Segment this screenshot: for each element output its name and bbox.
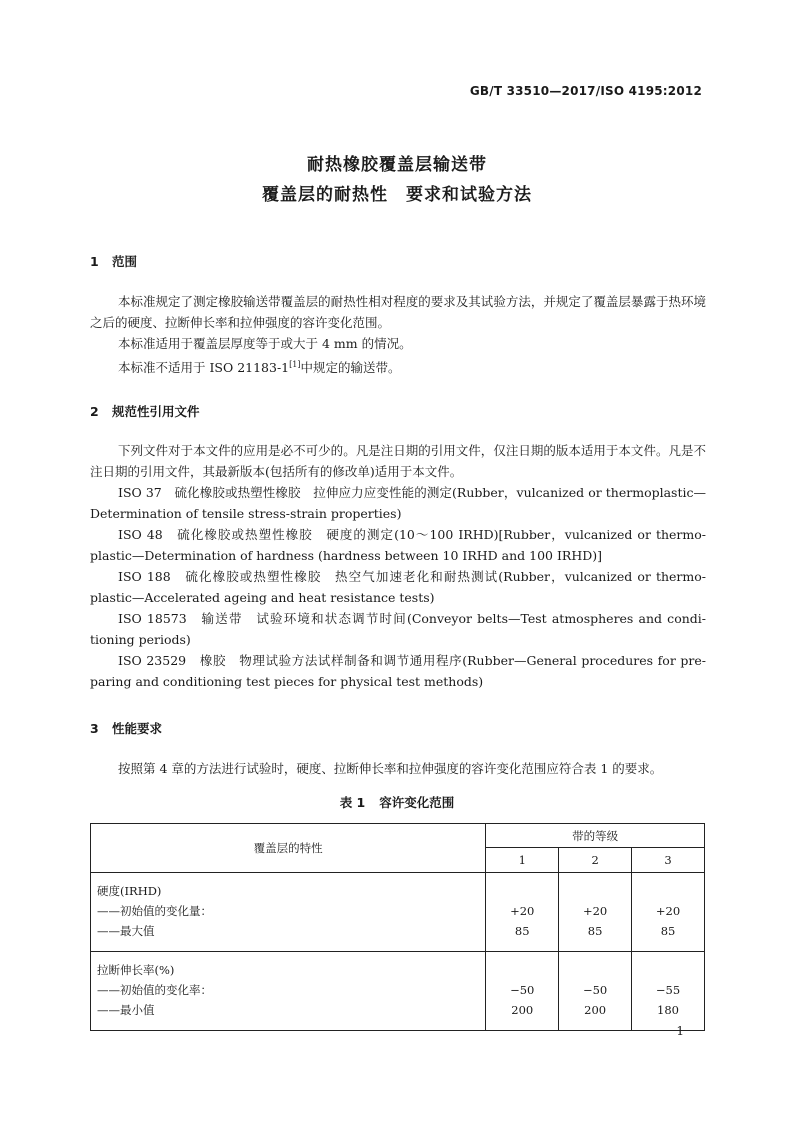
reference-line: ISO 188 硫化橡胶或热塑性橡胶 热空气加速老化和耐热测试(Rubber，vulcanized or thermo- (118, 569, 706, 584)
section-2-body (90, 440, 706, 692)
grade-3-header: 3 (632, 848, 705, 873)
table-row-elongation (91, 952, 705, 1031)
header-grade: 带的等级 (486, 824, 705, 848)
tolerance-table (90, 823, 705, 1031)
reference-line: tioning periods) (90, 632, 191, 647)
value-cell (486, 952, 559, 1031)
value: 200 (584, 1003, 607, 1017)
value: +20 (582, 904, 608, 918)
value: 200 (511, 1003, 534, 1017)
section-1-title: 范围 (112, 254, 138, 269)
value: 85 (514, 924, 530, 938)
row-sub-label: ——最小值 (97, 1003, 155, 1017)
table-row-hardness (91, 873, 705, 952)
scope-p3-text-a: 本标准不适用于 ISO 21183-1 (118, 360, 290, 376)
header-property: 覆盖层的特性 (91, 824, 486, 873)
table-caption-title: 容许变化范围 (379, 795, 455, 810)
section-1-heading (90, 252, 137, 270)
section-3-heading (90, 719, 162, 737)
value: +20 (655, 904, 681, 918)
value-cell (632, 952, 705, 1031)
section-1-body (90, 291, 706, 378)
grade-2-header: 2 (559, 848, 632, 873)
value-cell (486, 873, 559, 952)
section-3-body (90, 758, 706, 779)
value: 180 (657, 1003, 679, 1017)
section-1-number: 1 (90, 254, 99, 269)
row-label: 拉断伸长率(%) (97, 963, 175, 977)
table-caption (0, 793, 794, 811)
normative-intro: 下列文件对于本文件的应用是必不可少的。凡是注日期的引用文件，仅注日期的版本适用于本文件。凡是不注日期的引用文件，其最新版本(包括所有的修改单)适用于本文件。 (90, 443, 706, 479)
document-title-line2 (0, 180, 794, 205)
reference-line: ISO 37 硫化橡胶或热塑性橡胶 拉伸应力应变性能的测定(Rubber，vulcanized or thermoplastic— (118, 485, 706, 500)
title-line2-part-a: 覆盖层的耐热性 (262, 185, 388, 205)
section-3-number: 3 (90, 721, 99, 736)
section-2-title: 规范性引用文件 (112, 404, 200, 419)
value: 85 (660, 924, 676, 938)
value: −55 (655, 983, 681, 997)
requirements-paragraph: 按照第 4 章的方法进行试验时，硬度、拉断伸长率和拉伸强度的容许变化范围应符合表 1 的要求。 (118, 761, 663, 776)
section-2-number: 2 (90, 404, 99, 419)
scope-p3-text-b: 中规定的输送带。 (300, 360, 401, 376)
reference-iso23529 (90, 650, 706, 692)
value: 85 (587, 924, 603, 938)
reference-line: plastic—Accelerated ageing and heat resistance tests) (90, 590, 435, 605)
scope-paragraph-3 (90, 354, 706, 378)
row-label-cell (91, 952, 486, 1031)
citation-ref: [1] (289, 360, 301, 369)
value: −50 (582, 983, 608, 997)
reference-line: paring and conditioning test pieces for physical test methods) (90, 674, 484, 689)
reference-iso18573 (90, 608, 706, 650)
scope-paragraph-1: 本标准规定了测定橡胶输送带覆盖层的耐热性相对程度的要求及其试验方法，并规定了覆盖层暴露于热环境之后的硬度、拉断伸长率和拉伸强度的容许变化范围。 (90, 294, 706, 330)
reference-iso188 (90, 566, 706, 608)
row-sub-label: ——初始值的变化率： (97, 983, 212, 997)
grade-1-header: 1 (486, 848, 559, 873)
section-3-title: 性能要求 (112, 721, 163, 736)
row-sub-label: ——初始值的变化量： (97, 904, 212, 918)
value: −50 (510, 983, 535, 997)
row-sub-label: ——最大值 (97, 924, 155, 938)
title-line2-part-b: 要求和试验方法 (406, 185, 532, 205)
reference-line: Determination of tensile stress-strain properties) (90, 506, 402, 521)
page-number: 1 (676, 1024, 684, 1038)
reference-line: plastic—Determination of hardness (hardness between 10 IRHD and 100 IRHD)] (90, 548, 602, 563)
reference-line: ISO 48 硫化橡胶或热塑性橡胶 硬度的测定(10～100 IRHD)[Rubber，vulcanized or thermo- (118, 527, 706, 542)
reference-line: ISO 23529 橡胶 物理试验方法试样制备和调节通用程序(Rubber—General procedures for pre- (118, 653, 706, 668)
scope-paragraph-2: 本标准适用于覆盖层厚度等于或大于 4 mm 的情况。 (118, 336, 412, 351)
row-label: 硬度(IRHD) (97, 884, 162, 898)
value-cell (632, 873, 705, 952)
reference-line: ISO 18573 输送带 试验环境和状态调节时间(Conveyor belts—Test atmospheres and condi- (118, 611, 706, 626)
standard-code: GB/T 33510—2017/ISO 4195:2012 (469, 84, 702, 98)
section-2-heading (90, 402, 200, 420)
table-caption-number: 表 1 (339, 795, 366, 810)
reference-iso37 (90, 482, 706, 524)
value: +20 (510, 904, 535, 918)
value-cell (559, 873, 632, 952)
row-label-cell (91, 873, 486, 952)
reference-iso48 (90, 524, 706, 566)
document-title-line1: 耐热橡胶覆盖层输送带 (307, 155, 487, 175)
value-cell (559, 952, 632, 1031)
